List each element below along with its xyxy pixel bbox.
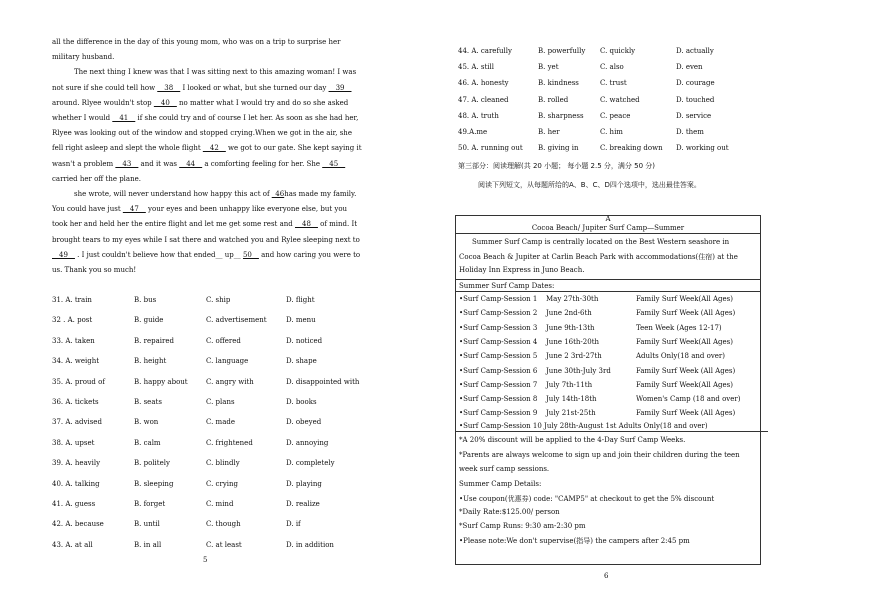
page-number-6: 6 — [604, 572, 609, 580]
cloze-blank: __38__ — [157, 83, 181, 92]
option-a: 33. A. taken — [52, 336, 95, 345]
option-b: B. sharpness — [538, 111, 584, 120]
session-name: •Surf Camp-Session 8 — [459, 395, 538, 404]
cloze-blank: __40__ — [153, 98, 177, 107]
session-type: Teen Week (Ages 12-17) — [636, 323, 722, 332]
ad-intro-line-1: Summer Surf Camp is centrally located on the Best Western seashore in — [472, 238, 730, 246]
session-date: June 16th-20th — [546, 337, 600, 346]
passage-text-run: has made my family. You could have just — [52, 190, 357, 214]
option-b: B. in all — [134, 540, 162, 549]
detail-coupon: •Use coupon(优惠券) code: "CAMP5" at checkout to get the 5% discount — [459, 495, 715, 503]
option-a: 41. A. guess — [52, 500, 96, 508]
option-c: C. watched — [600, 95, 640, 104]
option-b: B. yet — [538, 63, 559, 72]
session-date: June 2nd-6th — [546, 309, 592, 318]
session-10: •Surf Camp-Session 10 July 28th-August 1st Adults Only(18 and over) — [459, 422, 708, 430]
session-name: •Surf Camp-Session 9 — [459, 409, 538, 418]
passage-paragraph — [52, 35, 364, 65]
option-a: 48. A. truth — [458, 111, 499, 120]
option-b: B. politely — [134, 459, 170, 468]
session-date: May 27th-30th — [546, 295, 599, 303]
ad-divider — [456, 279, 760, 280]
passage-text-run: The next thing I knew was that I was sitting next to this amazing woman! I was not sure if she could tell how — [52, 68, 357, 92]
option-a: 44. A. carefully — [458, 47, 512, 55]
option-d: D. shape — [286, 357, 317, 366]
session-name: •Surf Camp-Session 2 — [459, 309, 538, 318]
option-c: C. ship — [206, 296, 231, 304]
passage-text-run: if she could try and of course I let her. As soon as she had her, Rlyee was looking out of the window and stopped crying.When we got in the air, she fell right asleep and slept the whole flight — [52, 114, 359, 153]
option-c: C. made — [206, 418, 235, 427]
session-date: July 21st-25th — [546, 409, 596, 418]
passage-text-run: and it was — [138, 159, 180, 168]
option-c: C. trust — [600, 79, 627, 88]
session-name: •Surf Camp-Session 7 — [459, 380, 538, 389]
option-c: C. blindly — [206, 459, 240, 468]
option-c: C. language — [206, 357, 249, 366]
session-type: Family Surf Week(All Ages) — [636, 380, 733, 389]
option-a: 36. A. tickets — [52, 398, 99, 406]
section-title: 第三部分：阅读理解(共 20 小题； 每小题 2.5 分，满分 50 分) — [458, 162, 655, 170]
passage-paragraph — [52, 187, 364, 278]
cloze-blank: 50__ — [242, 250, 259, 259]
session-date: June 2 3rd-27th — [546, 352, 602, 361]
option-d: D. noticed — [286, 336, 323, 345]
note-line-2: *Parents are always welcome to sign up and join their children during the teen — [459, 451, 740, 459]
option-d: D. annoying — [286, 438, 329, 447]
detail-runs: *Surf Camp Runs: 9:30 am-2:30 pm — [459, 522, 586, 530]
ad-intro-line-2: Cocoa Beach & Jupiter at Carlin Beach Park with accommodations(住宿) at the — [459, 253, 738, 261]
cloze-blank: _46 — [271, 190, 285, 199]
option-d: D. touched — [676, 95, 715, 104]
option-d: D. even — [676, 63, 703, 72]
session-type: Family Surf Week (All Ages) — [636, 409, 736, 418]
option-b: B. height — [134, 357, 167, 366]
option-b: B. sleeping — [134, 479, 174, 488]
option-b: B. powerfully — [538, 47, 586, 55]
option-c: C. mind — [206, 500, 234, 508]
option-d: D. if — [286, 520, 301, 529]
option-b: B. happy about — [134, 377, 188, 386]
session-name: •Surf Camp-Session 1 — [459, 295, 538, 303]
option-b: B. forget — [134, 500, 166, 508]
session-type: Family Surf Week(All Ages) — [636, 295, 733, 303]
option-a: 34. A. weight — [52, 357, 100, 366]
dates-heading: Summer Surf Camp Dates: — [459, 282, 555, 290]
session-type: Family Surf Week (All Ages) — [636, 309, 736, 318]
session-type: Family Surf Week(All Ages) — [636, 337, 733, 346]
passage-text-run: and how caring you were to us. Thank you so much! — [52, 250, 361, 275]
option-d: D. them — [676, 128, 704, 136]
option-a: 35. A. proud of — [52, 377, 105, 386]
option-d: D. courage — [676, 79, 715, 88]
option-d: D. working out — [676, 144, 729, 153]
session-name: •Surf Camp-Session 5 — [459, 352, 538, 361]
passage-text-run: carried her off the plane. — [52, 174, 141, 183]
option-b: B. guide — [134, 316, 164, 325]
option-a: 39. A. heavily — [52, 459, 101, 468]
option-c: C. crying — [206, 479, 239, 488]
session-name: •Surf Camp-Session 4 — [459, 337, 538, 346]
option-c: C. plans — [206, 398, 235, 406]
session-date: June 30th-July 3rd — [546, 366, 611, 375]
passage-text-run: . I just couldn't believe how that ended__ up__ — [74, 250, 243, 259]
option-a: 45. A. still — [458, 63, 494, 72]
option-c: C. frightened — [206, 438, 253, 447]
option-a: 31. A. train — [52, 296, 92, 304]
option-d: D. flight — [286, 296, 315, 304]
advertisement-box — [455, 215, 761, 565]
option-c: C. peace — [600, 111, 631, 120]
option-c: C. at least — [206, 540, 242, 549]
option-b: B. seats — [134, 398, 162, 406]
ad-divider — [456, 431, 768, 432]
option-b: B. kindness — [538, 79, 579, 88]
session-date: June 9th-13th — [546, 323, 595, 332]
option-b: B. giving in — [538, 144, 579, 153]
ad-title: Cocoa Beach/ Jupiter Surf Camp—Summer — [531, 224, 685, 232]
session-date: July 14th-18th — [546, 395, 597, 404]
session-type: Family Surf Week (All Ages) — [636, 366, 736, 375]
passage-text-run: of mind. It brought tears to my eyes while I sat there and watched you and Rylee sleeping next to — [52, 220, 360, 244]
cloze-blank: __43__ — [115, 159, 139, 168]
passage-text-run: we got to our gate. She kept saying it wasn't a problem — [52, 144, 362, 168]
option-b: B. bus — [134, 296, 157, 304]
detail-rate: *Daily Rate:$125.00/ person — [459, 508, 560, 516]
section-instruction: 阅读下列短文，从每题所给的A、B、C、D四个选项中，选出最佳答案。 — [478, 181, 701, 189]
session-name: •Surf Camp-Session 6 — [459, 366, 538, 375]
option-b: B. calm — [134, 438, 161, 447]
passage-text-run: I looked or what, but she turned our day — [180, 83, 329, 92]
option-a: 46. A. honesty — [458, 79, 509, 88]
passage-text-run: no matter what I would try and do so she asked whether I would — [52, 98, 349, 123]
cloze-blank: __41__ — [112, 114, 136, 123]
ad-divider — [456, 291, 760, 292]
passage-text-run: around. Rlyee wouldn't stop — [52, 98, 154, 107]
ad-letter: A — [605, 215, 611, 223]
option-a: 40. A. talking — [52, 479, 100, 488]
option-b: B. her — [538, 128, 560, 136]
option-b: B. repaired — [134, 336, 174, 345]
option-c: C. quickly — [600, 47, 636, 55]
cloze-blank: __39__ — [328, 83, 352, 92]
option-a: 37. A. advised — [52, 418, 102, 427]
page-number-5: 5 — [203, 556, 208, 564]
passage-text-run: a comforting feeling for her. She — [202, 159, 323, 168]
option-a: 50. A. running out — [458, 144, 523, 153]
cloze-blank: __48__ — [294, 220, 318, 229]
option-c: C. also — [600, 63, 624, 72]
option-a: 32 . A. post — [52, 316, 93, 325]
option-c: C. advertisement — [206, 316, 267, 325]
option-b: B. until — [134, 520, 160, 529]
option-d: D. actually — [676, 47, 714, 55]
session-date: July 7th-11th — [546, 380, 593, 389]
note-line-1: *A 20% discount will be applied to the 4-Day Surf Camp Weeks. — [459, 436, 686, 444]
passage-text-run: she wrote, will never understand how happy this act of — [74, 190, 272, 199]
note-line-3: week surf camp sessions. — [459, 465, 550, 473]
cloze-blank: __44__ — [179, 159, 203, 168]
option-c: C. breaking down — [600, 144, 663, 153]
option-c: C. angry with — [206, 377, 254, 386]
passage-paragraph — [52, 65, 364, 187]
option-d: D. disappointed with — [286, 377, 360, 386]
session-type: Adults Only(18 and over) — [636, 352, 725, 361]
detail-note: •Please note:We don't supervise(指导) the campers after 2:45 pm — [459, 537, 690, 545]
ad-intro-line-3: Holiday Inn Express in Juno Beach. — [459, 266, 585, 274]
cloze-blank: __47__ — [122, 205, 146, 214]
option-d: D. completely — [286, 459, 335, 468]
ad-divider — [456, 233, 760, 234]
details-heading: Summer Camp Details: — [459, 480, 542, 488]
option-d: D. in addition — [286, 540, 334, 549]
option-d: D. menu — [286, 316, 316, 325]
option-c: C. though — [206, 520, 241, 529]
cloze-blank: __49__ — [52, 250, 75, 259]
option-d: D. playing — [286, 479, 322, 488]
option-d: D. service — [676, 111, 712, 120]
option-c: C. him — [600, 128, 623, 136]
option-d: D. books — [286, 398, 317, 406]
option-c: C. offered — [206, 336, 241, 345]
option-d: D. obeyed — [286, 418, 322, 427]
passage-text — [52, 35, 364, 278]
option-a: 47. A. cleaned — [458, 95, 509, 104]
option-a: 42. A. because — [52, 520, 104, 529]
session-name: •Surf Camp-Session 3 — [459, 323, 538, 332]
option-b: B. won — [134, 418, 159, 427]
option-d: D. realize — [286, 500, 320, 508]
option-b: B. rolled — [538, 95, 569, 104]
cloze-blank: __45__ — [322, 159, 346, 168]
option-a: 49.A.me — [458, 128, 488, 136]
option-a: 38. A. upset — [52, 438, 95, 447]
passage-text-run: your eyes and been unhappy like everyone else, but you took her and held her the entire flight and let me get some rest and — [52, 205, 348, 229]
cloze-blank: __42__ — [202, 144, 226, 153]
passage-text-run: all the difference in the day of this young mom, who was on a trip to surprise her military husband. — [52, 38, 341, 62]
session-type: Women's Camp (18 and over) — [636, 395, 741, 404]
option-a: 43. A. at all — [52, 540, 93, 549]
